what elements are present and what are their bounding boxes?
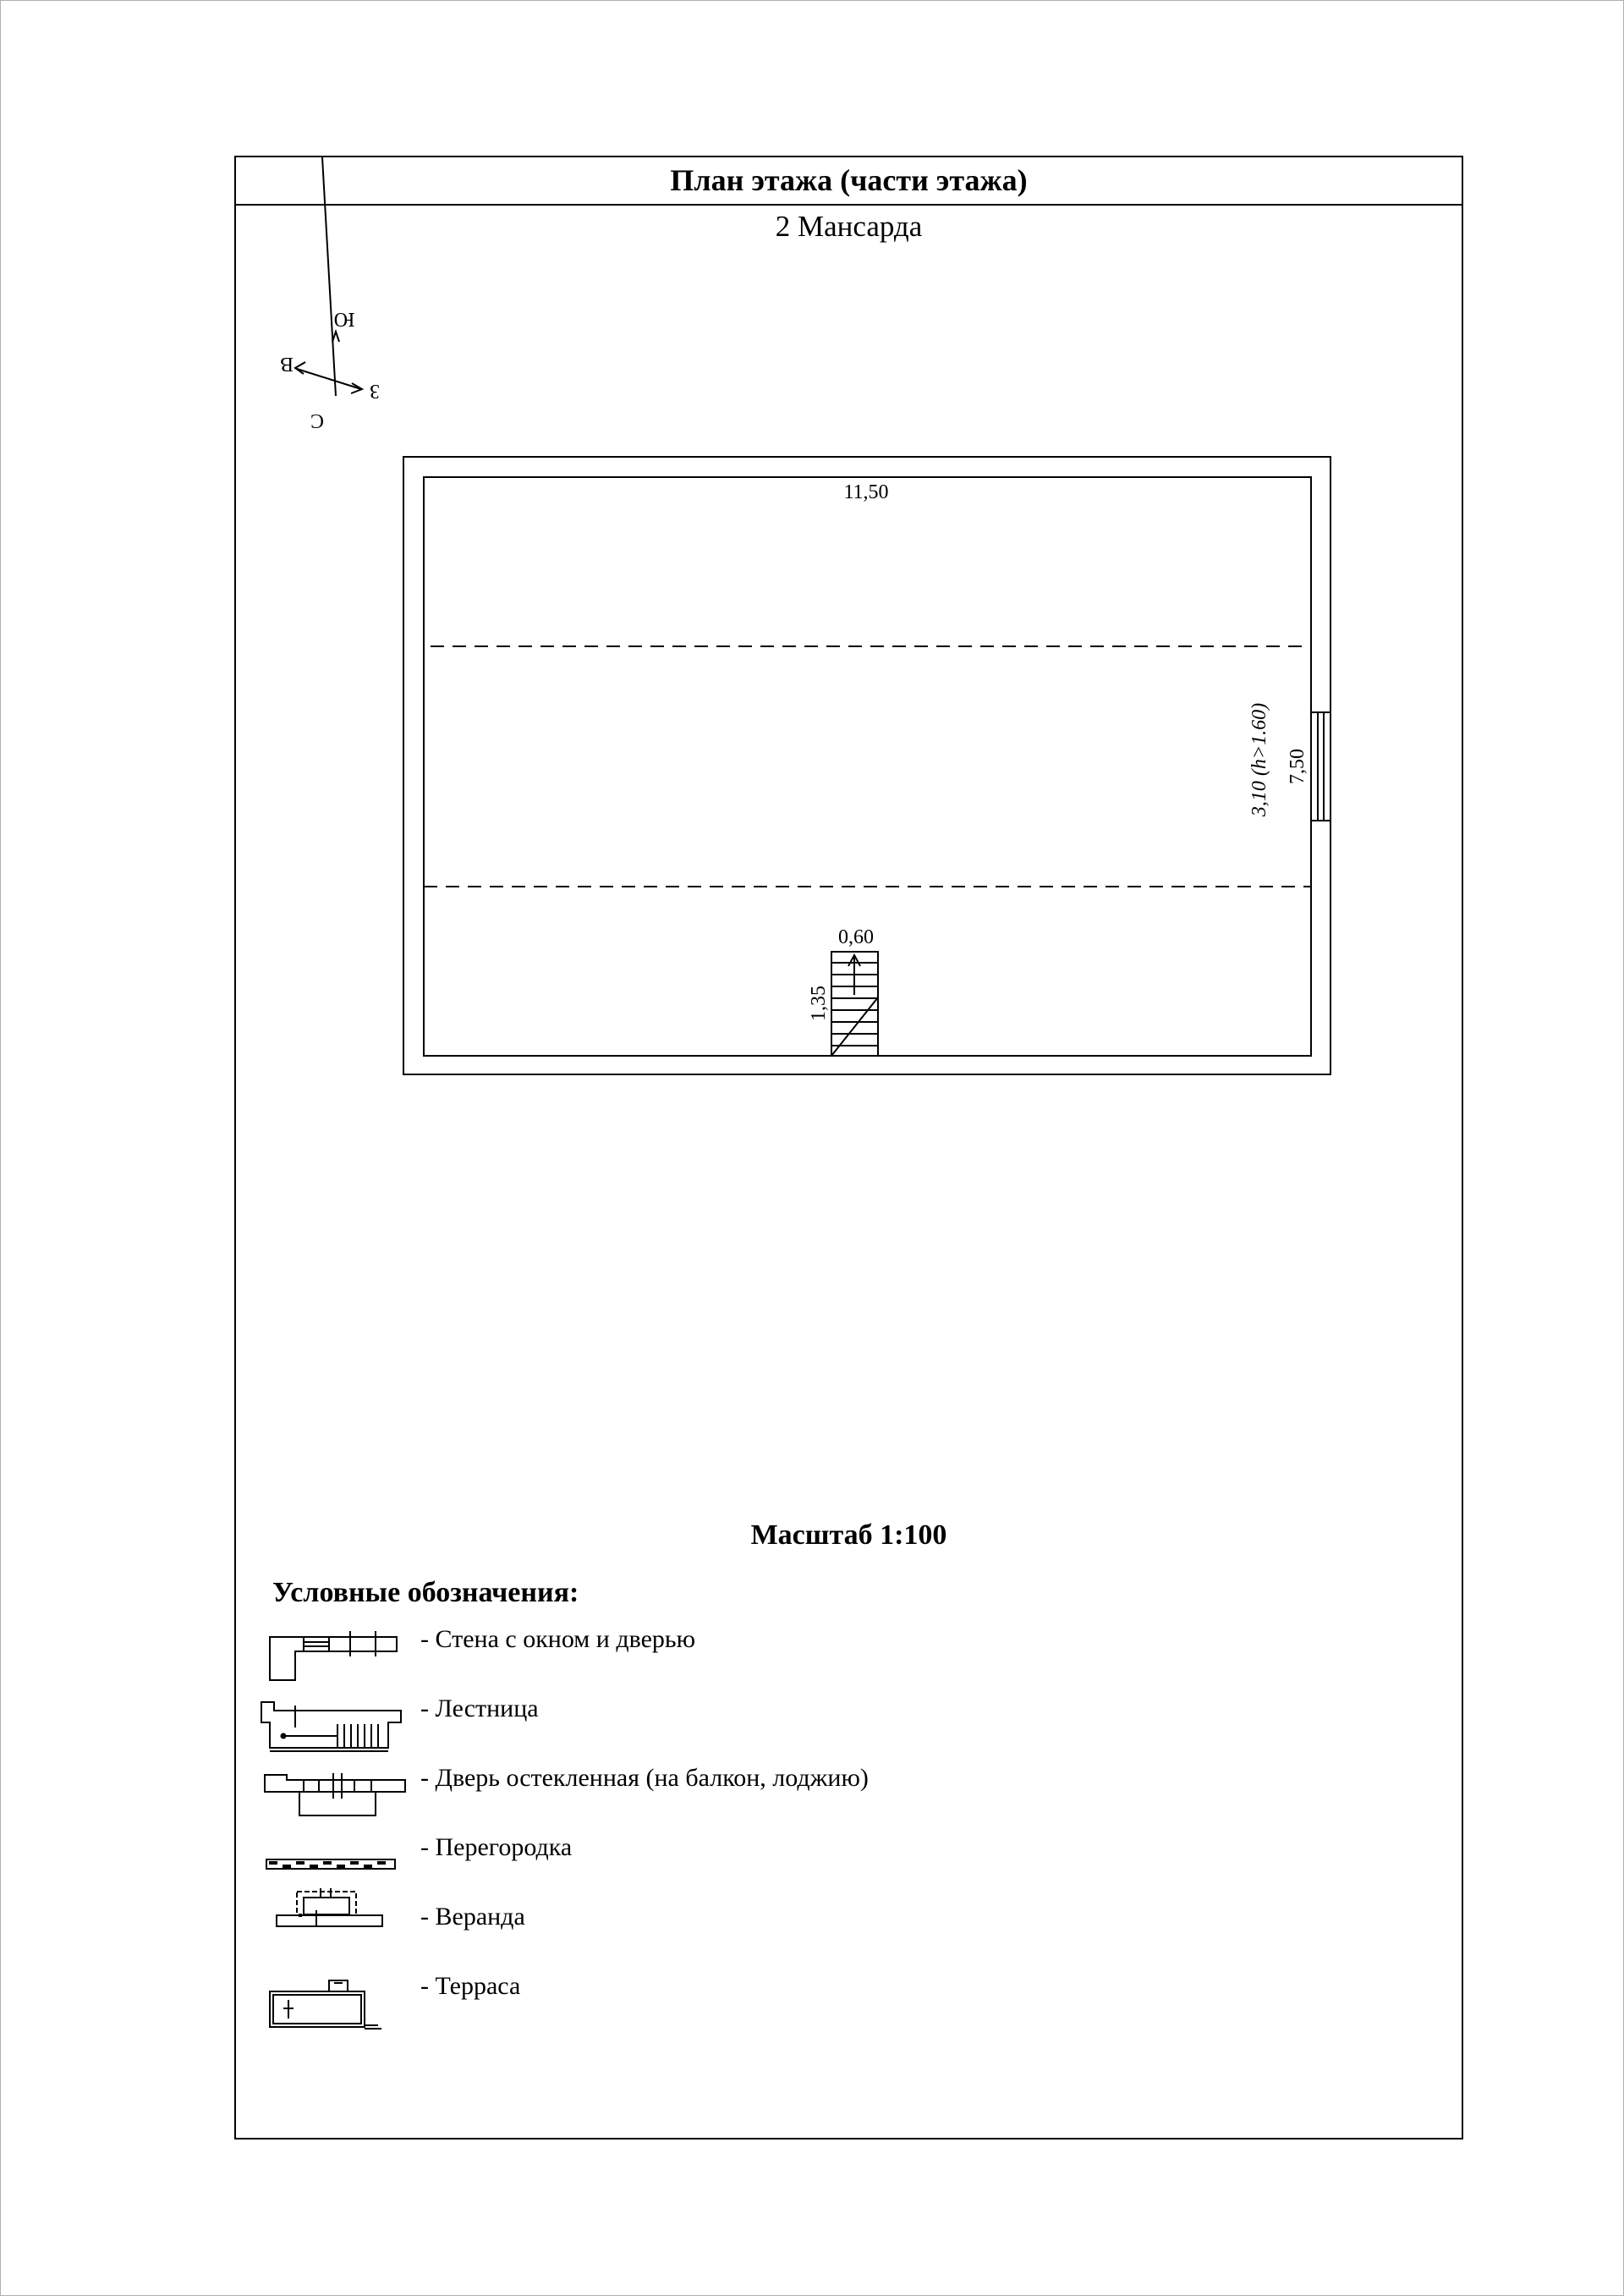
compass-arrow-south <box>332 332 339 342</box>
legend-item-veranda: - Веранда <box>420 1903 525 1931</box>
compass-label-west: В <box>279 353 294 375</box>
drawing-frame <box>234 156 1463 2139</box>
outer-wall <box>403 457 1330 1074</box>
compass-label-east: З <box>369 380 381 402</box>
terrace-icon <box>270 1980 381 2029</box>
legend-item-partition: - Перегородка <box>420 1833 573 1861</box>
veranda-icon <box>277 1888 382 1926</box>
page-title: План этажа (части этажа) <box>236 157 1462 206</box>
width-dimension-label: 11,50 <box>843 481 889 503</box>
stair-width-label: 0,60 <box>838 926 874 948</box>
stair-length-label: 1,35 <box>808 986 830 1021</box>
compass-label-north: С <box>310 409 325 431</box>
scale-label: Масштаб 1:100 <box>750 1519 947 1551</box>
zone-height-label: 3,10 (h>1.60) <box>1248 702 1270 817</box>
legend-item-stairs: - Лестница <box>420 1695 539 1722</box>
glazed-door-icon <box>265 1773 405 1815</box>
compass-icon <box>295 157 362 396</box>
depth-dimension-label: 7,50 <box>1287 749 1309 784</box>
legend-item-wall: - Стена с окном и дверью <box>420 1625 695 1653</box>
partition-icon <box>266 1859 395 1869</box>
floor-name: 2 Мансарда <box>775 210 923 243</box>
inner-wall <box>424 477 1311 1056</box>
wall-window-door-icon <box>270 1631 397 1680</box>
staircase-icon <box>831 952 878 1056</box>
compass-arrow-west <box>295 362 305 374</box>
legend-item-terrace: - Терраса <box>420 1972 521 2000</box>
compass-label-south: Ю <box>333 308 355 330</box>
legend-title: Условные обозначения: <box>272 1577 579 1608</box>
staircase-legend-icon <box>261 1702 401 1751</box>
window-icon <box>1311 712 1330 821</box>
legend-item-glazed-door: - Дверь остекленная (на балкон, лоджию) <box>420 1764 869 1792</box>
